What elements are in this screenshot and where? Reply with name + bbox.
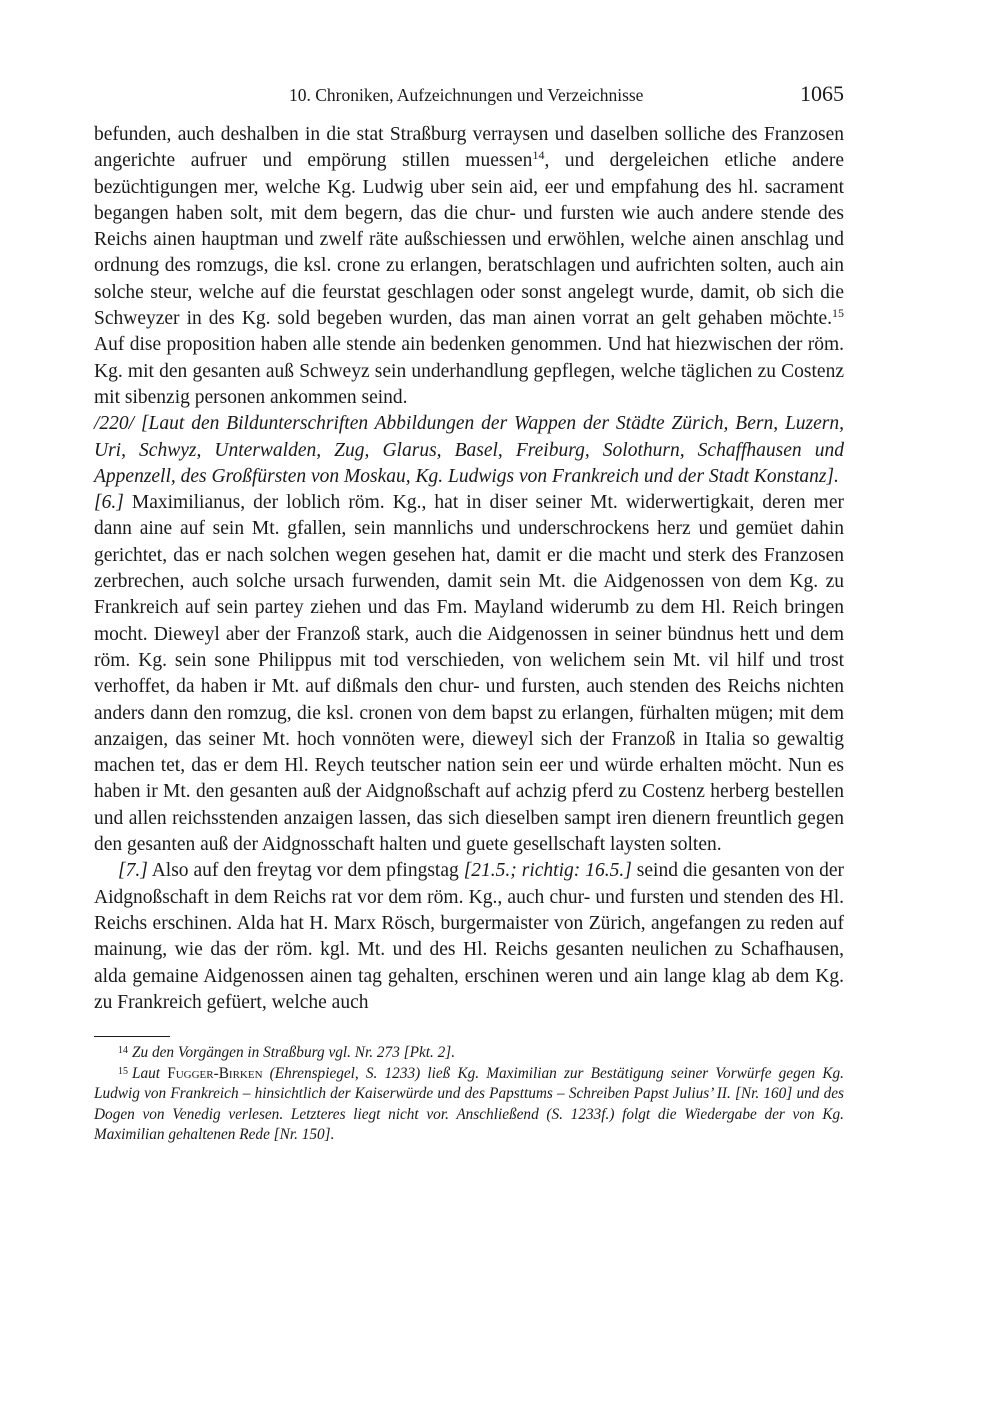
footnote-ref-15[interactable]: 15	[832, 306, 844, 321]
paragraph-1	[94, 122, 844, 411]
paragraph-1-text-b: , und dergeleichen etliche andere bezüchtigungen mer, welche Kg. Ludwig uber sein aid, eer und empfahung des hl. sacrament begangen haben solt, mit dem begern, das die chur- und fursten wie auch andere stende des Reichs ainen hauptman und zwelf räte außschiessen und erwöhlen, welche ainen anschlag und ordnung des romzugs, die ksl. crone zu erlangen, beratschlagen und aufrichten solten, auch ain solche steur, welche auf die feurstat geschlagen oder sonst angelegt wurde, damit, ob sich die Schweyzer in des Kg. sold begeben wurden, das man ainen vorrat an gelt gehaben möchte.	[94, 150, 844, 330]
footnote-14-text: Zu den Vorgängen in Straßburg vgl. Nr. 273 [Pkt. 2].	[132, 1044, 456, 1062]
paragraph-2-editorial-note	[94, 411, 844, 490]
footnote-15-text-a: Laut	[132, 1064, 168, 1082]
section-number-7: [7.]	[118, 860, 148, 882]
date-annotation: [21.5.; richtig: 16.5.]	[463, 860, 632, 882]
footnote-15-author: Fugger-Birken	[167, 1064, 263, 1082]
footnote-14	[94, 1043, 844, 1064]
footnote-15-mark: 15	[118, 1065, 128, 1077]
paragraph-3-text: Maximilianus, der loblich röm. Kg., hat in diser seiner Mt. widerwertigkait, deren mer dann aine auf sein Mt. gfallen, sein mannlichs und underschrockens herz und gemüet dahin gerichtet, das er nach solchen wegen gesehen hat, damit er die macht und sterk des Franzosen zerbrechen, auch solche ursach furwenden, damit sein Mt. die Aidgenossen von dem Kg. zu Frankreich auf sein partey ziehen und das Fm. Mayland widerumb zu dem Hl. Reich bringen mocht. Dieweyl aber der Franzoß stark, auch die Aidgenossen in seiner bündnus hett und dem röm. Kg. sein sone Philippus mit tod verschieden, von welichem sein Mt. vil hilf und trost verhoffet, da haben ir Mt. auf dißmals den chur- und fursten, auch stenden des Reichs nichten anders dann den romzug, die ksl. cronen von dem bapst zu erlangen, fürhalten mügen; mit dem anzaigen, das seiner Mt. hoch vonnöten were, dieweyl sich der Franzoß in Italia so gewaltig machen tet, das er dem Hl. Reych teutscher nation sein eer und würde erhalten möcht. Nun es haben ir Mt. den gesanten auß der Aidgnoßschaft auf achzig pferd zu Costenz herberg bestellen und allen reichsstenden anzaigen lassen, das sich dieselben sampt iren dienern freuntlich gegen den gesanten auß der Aidgnosschaft halten und guete gesellschaft laysten solten.	[94, 492, 844, 856]
running-head	[94, 78, 844, 108]
paragraph-1-text-c: Auf dise proposition haben alle stende ain bedenken genommen. Und hat hiezwischen der röm. Kg. mit den gesanten auß Schweyz sein underhandlung gepflegen, welche täglichen zu Costenz mit sibenzig personen ankommen seind.	[94, 334, 844, 408]
paragraph-4	[94, 858, 844, 1016]
page-number: 1065	[800, 81, 844, 106]
paragraph-4-text-b: seind die gesanten von der Aidgnoßschaft in dem Reichs rat vor dem röm. Kg., auch chur- und fursten und stenden des Hl. Reichs erschinen. Alda hat H. Marx Rösch, burgermaister von Zürich, angefangen zu reden auf mainung, wie das der röm. kgl. Mt. und des Hl. Reichs gesanten neulichen zu Schafhausen, alda gemaine Aidgenossen ainen tag gehalten, erschinen weren und ain lange klag ab dem Kg. zu Frankreich gefüert, welche auch	[94, 860, 844, 1013]
footnote-15-text-b: (Ehrenspiegel, S. 1233) ließ Kg. Maximilian zur Bestätigung seiner Vorwürfe gegen Kg. Ludwig von Frankreich – hinsichtlich der Kaiserwürde und des Papsttums – Schreiben Papst Julius’ II. [Nr. 160] und des Dogen von Venedig verlesen. Letzteres liegt nicht vor. Anschließend (S. 1233f.) folgt die Wiedergabe der von Kg. Maximilian gehaltenen Rede [Nr. 150].	[94, 1064, 844, 1144]
editorial-note-text: /220/ [Laut den Bildunterschriften Abbildungen der Wappen der Städte Zürich, Bern, Luzern, Uri, Schwyz, Unterwalden, Zug, Glarus, Basel, Freiburg, Solothurn, Schaffhausen und Appenzell, des Großfürsten von Moskau, Kg. Ludwigs von Frankreich und der Stadt Konstanz].	[94, 413, 844, 487]
main-text	[94, 122, 844, 1016]
footnote-15	[94, 1064, 844, 1146]
footnotes	[94, 1043, 844, 1146]
footnote-ref-14[interactable]: 14	[532, 148, 545, 163]
running-head-title: 10. Chroniken, Aufzeichnungen und Verzeichnisse	[289, 85, 644, 105]
paragraph-4-text-a: Also auf den freytag vor dem pfingstag	[147, 860, 464, 882]
section-number-6: [6.]	[94, 492, 124, 514]
footnote-separator	[94, 1036, 170, 1037]
paragraph-1-text-a: befunden, auch deshalben in die stat Straßburg verraysen und daselben solliche des Franzosen angerichte aufruer und empörung stillen muessen	[94, 124, 844, 172]
paragraph-3	[94, 490, 844, 858]
document-page	[94, 78, 844, 1146]
footnote-14-mark: 14	[118, 1045, 128, 1057]
